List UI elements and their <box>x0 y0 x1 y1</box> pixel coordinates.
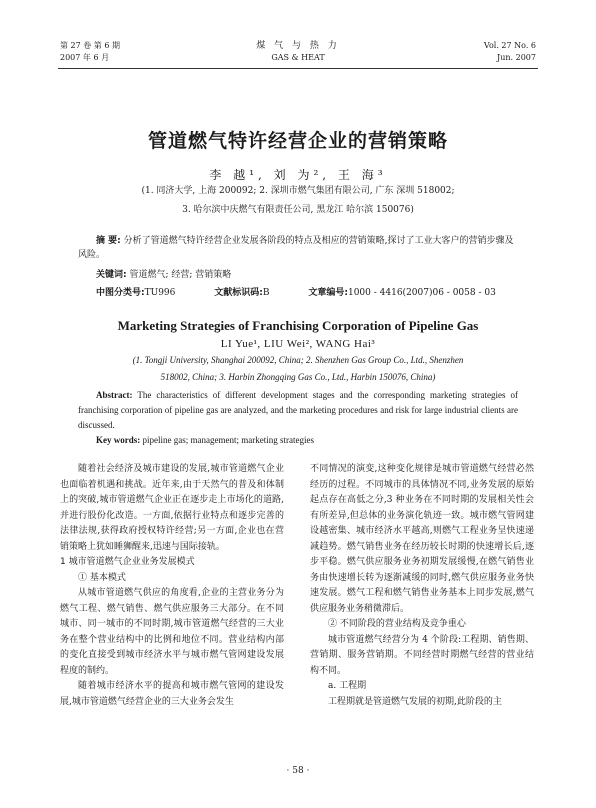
affiliation-zh-line1: (1. 同济大学, 上海 200092; 2. 深圳市燃气集团有限公司, 广东 深圳 518002; <box>141 186 455 196</box>
body-paragraph: 随着社会经济及城市建设的发展,城市管道燃气企业也面临着机遇和挑战。近年来,由于天然气的普及和体制上的突破,城市管道燃气企业正在逐步走上市场化的道路,并进行股份化改造。一方面,依据行业特点和逐步完善的法律法规,获得政府授权特许经营;另一方面,企业也在营销策略上犹如睡狮醒来,迅速与国际接轨。 <box>60 464 284 552</box>
keywords-zh-label: 关键词: <box>96 270 127 280</box>
keywords-en-label: Key words: <box>96 435 141 445</box>
body-paragraph: 随着城市经济水平的提高和城市燃气管网的建设发展,城市管道燃气经营企业的三大业务会发生 <box>60 681 284 707</box>
page-number: · 58 · <box>286 766 310 776</box>
volume-en: Vol. 27 No. 6 <box>483 41 536 50</box>
doc-code-value: B <box>262 288 270 298</box>
date-en: Jun. 2007 <box>497 53 536 62</box>
keywords-zh-text: 管道燃气; 经营; 营销策略 <box>129 270 232 280</box>
keywords-en <box>96 435 314 445</box>
classification-line <box>96 285 532 298</box>
subsection-heading-2: ② 不同阶段的营业结构及竞争重心 <box>328 619 466 629</box>
authors-zh: 李 越¹, 刘 为², 王 海³ <box>209 168 387 182</box>
clc-value: TU996 <box>144 288 176 298</box>
body-paragraph: 不同情况的演变,这种变化规律是城市管道燃气经营必然经历的过程。不同城市的具体情况不同,业务发展的原始起点存在高低之分,3 种业务在不同时期的发展相关性会有所差异,但总体的业务演化轨迹一致。城市燃气管网建设越密集、城市经济水平越高,则燃气工程业务呈快速递减趋势。燃气销售业务在经历较长时期的快速增长后,逐步平稳。燃气供应服务业务初期发展缓慢,在燃气销售业务由快速增长转为逐渐减缓的同时,燃气供应服务业务快速发展。燃气工程和燃气销售业务基本上同步发展,燃气供应服务业务稍微滞后。 <box>310 464 534 614</box>
abstract-zh-label: 摘 要: <box>96 236 121 246</box>
clc-label: 中图分类号: <box>96 288 145 298</box>
header-volume-en <box>484 40 536 64</box>
keywords-en-text: pipeline gas; management; marketing strategies <box>142 435 314 445</box>
abstract-en-label: Abstract: <box>96 390 133 400</box>
affiliation-zh-line2: 3. 哈尔滨中庆燃气有限责任公司, 黑龙江 哈尔滨 150076) <box>182 205 414 215</box>
journal-name-zh: 煤 气 与 热 力 <box>256 41 340 51</box>
body-paragraph: 城市管道燃气经营分为 4 个阶段:工程期、销售期、营销期、服务营销期。不同经营时期燃气经营的营业结构不同。 <box>310 634 534 676</box>
abstract-en <box>78 388 518 433</box>
keywords-zh <box>96 267 231 280</box>
subsection-heading-3: a. 工程期 <box>328 681 367 691</box>
abstract-zh-text: 分析了管道燃气特许经营企业发展各阶段的特点及相应的营销策略,探讨了工业大客户的营销步骤及风险。 <box>78 236 514 260</box>
body-column-right <box>310 462 534 710</box>
affiliation-en-line2: 518002, China; 3. Harbin Zhongqing Gas Co., Ltd., Harbin 150076, China) <box>160 372 436 382</box>
date-zh: 2007 年 6 月 <box>60 53 110 62</box>
abstract-en-text: The characteristics of different development stages and the corresponding marketing strategies of franchising corporation of pipeline gas are analyzed, and the marketing procedures and risk for large industrial clients are discussed. <box>78 390 518 430</box>
body-paragraph: 从城市管道燃气供应的角度看,企业的主营业务分为燃气工程、燃气销售、燃气供应服务三大部分。在不同城市、同一城市的不同时期,城市管道燃气经营的三大业务在整个营业结构中的比例和地位不同。营业结构内部的变化直接受到城市经济水平与城市燃气管网建设发展程度的制约。 <box>60 588 284 676</box>
paper-title-en: Marketing Strategies of Franchising Corporation of Pipeline Gas <box>117 318 479 333</box>
subsection-heading-1: ① 基本模式 <box>78 572 126 583</box>
volume-zh: 第 27 卷 第 6 期 <box>60 41 120 50</box>
article-no-label: 文章编号: <box>308 288 348 298</box>
body-paragraph: 工程期就是管道燃气发展的初期,此阶段的主 <box>328 696 502 707</box>
abstract-zh <box>78 234 518 262</box>
section-heading-1: 1 城市管道燃气企业业务发展模式 <box>60 557 195 567</box>
affiliation-en-line1: (1. Tongji University, Shanghai 200092, China; 2. Shenzhen Gas Group Co., Ltd., Shenzhen <box>132 355 464 365</box>
article-no-value: 1000 - 4416(2007)06 - 0058 - 03 <box>347 288 496 298</box>
paper-title-zh: 管道燃气特许经营企业的营销策略 <box>147 130 448 152</box>
header-rule <box>58 68 538 69</box>
authors-en: LI Yue¹, LIU Wei², WANG Hai³ <box>220 338 376 350</box>
doc-code-label: 文献标识码: <box>214 288 263 298</box>
body-column-left <box>60 462 284 710</box>
journal-name-en: GAS & HEAT <box>271 53 325 62</box>
